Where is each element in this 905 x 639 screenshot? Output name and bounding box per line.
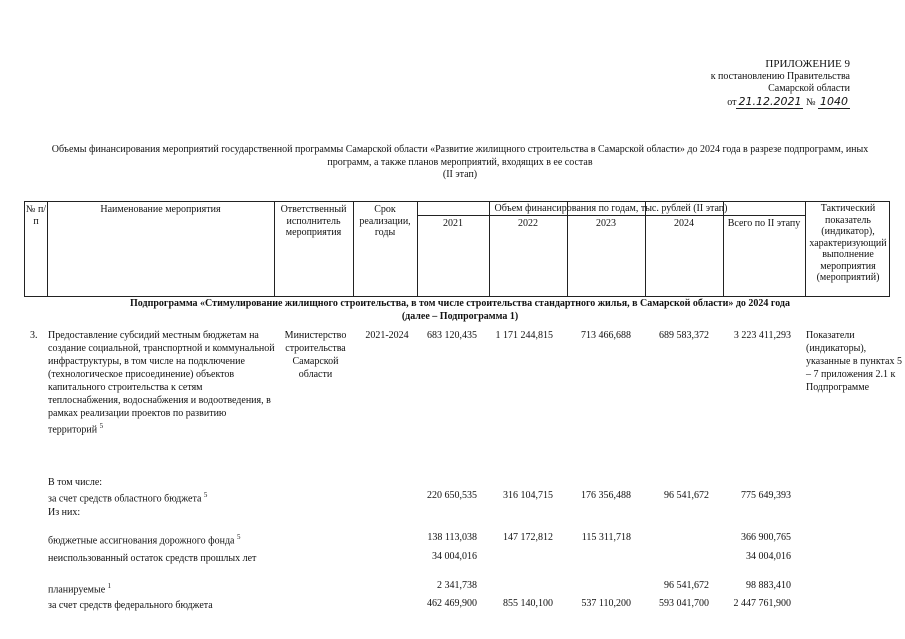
value-2024: 689 583,372 <box>659 330 709 341</box>
col-divider <box>723 202 724 296</box>
value-2022: 855 140,100 <box>503 598 553 609</box>
value-total: 366 900,765 <box>741 532 791 543</box>
value-2023: 713 466,688 <box>581 330 631 341</box>
value-2022: 316 104,715 <box>503 490 553 501</box>
header-indicator: Тактический показатель (индикатор), характеризующий выполнение мероприятия (мероприятий) <box>809 203 887 283</box>
appendix-date-line <box>711 96 850 110</box>
appendix-line3: Самарской области <box>768 83 850 94</box>
value-total: 2 447 761,900 <box>733 598 791 609</box>
value-2021: 220 650,535 <box>427 490 477 501</box>
value-2024: 96 541,672 <box>664 580 709 591</box>
header-num: № п/п <box>25 204 47 227</box>
row-executor: Министерство строительства Самарской области <box>284 330 347 380</box>
value-2021: 34 004,016 <box>432 551 477 562</box>
col-divider <box>489 202 490 296</box>
value-total: 98 883,410 <box>746 580 791 591</box>
header-2021: 2021 <box>443 218 463 229</box>
value-2022: 147 172,812 <box>503 532 553 543</box>
regional-label: за счет средств областного бюджета $^5$ <box>48 491 208 505</box>
subprogram-line1: Подпрограмма «Стимулирование жилищного строительства, в том числе строительства стандартного жилья, в Самарской области» до 2024 года <box>130 298 790 309</box>
row-term: 2021-2024 <box>365 330 409 341</box>
planned-label: планируемые $^1$ <box>48 582 112 596</box>
title-line1: Объемы финансирования мероприятий государственной программы Самарской области «Развитие жилищного строительства в Самарской области» до 2024 года в разрезе подпрограмм, иных <box>51 144 869 155</box>
row-num: 3. <box>30 330 38 341</box>
value-2023: 115 311,718 <box>581 532 631 543</box>
value-2023: 176 356,488 <box>581 490 631 501</box>
header-funding: Объем финансирования по годам, тыс. рублей (II этап) <box>494 203 728 214</box>
col-divider <box>417 202 418 296</box>
header-executor: Ответственный исполнитель мероприятия <box>280 204 347 238</box>
row-divider <box>417 215 805 216</box>
header-total: Всего по II этапу <box>727 218 801 229</box>
value-2021: 138 113,038 <box>427 532 477 543</box>
table-header <box>24 201 890 297</box>
header-2023: 2023 <box>596 218 616 229</box>
header-2022: 2022 <box>518 218 538 229</box>
col-divider <box>47 202 48 296</box>
value-2021: 683 120,435 <box>427 330 477 341</box>
value-total: 3 223 411,293 <box>733 330 791 341</box>
col-divider <box>805 202 806 296</box>
value-2021: 462 469,900 <box>427 598 477 609</box>
value-total: 34 004,016 <box>746 551 791 562</box>
header-name: Наименование мероприятия <box>100 204 221 215</box>
subprogram-line2: (далее – Подпрограмма 1) <box>401 311 519 322</box>
value-2023: 537 110,200 <box>581 598 631 609</box>
row-name: Предоставление субсидий местным бюджетам на создание социальной, транспортной и коммунальной инфраструктуры, в том числе на подключение (технологическое присоединение) объектов капитального строительства к сетям теплоснабжения, водоснабжения и водоотведения, в рамках реализации проектов по развитию территорий $^5$ <box>48 330 275 436</box>
subprogram-heading <box>60 297 860 323</box>
date-prefix: от <box>727 96 737 108</box>
col-divider <box>645 202 646 296</box>
title-line2: программ, а также планов мероприятий, входящих в ее состав <box>327 156 593 168</box>
value-2024: 593 041,700 <box>659 598 709 609</box>
header-2024: 2024 <box>674 218 694 229</box>
row-indicator: Показатели (индикаторы), указанные в пунктах 5 – 7 приложения 2.1 к Подпрограмме <box>806 330 902 393</box>
value-2024: 96 541,672 <box>664 490 709 501</box>
road-fund-label: бюджетные ассигнования дорожного фонда $^5$ <box>48 533 241 547</box>
unused-label: неиспользованный остаток средств прошлых лет <box>48 553 257 564</box>
of-which-label: Из них: <box>48 507 81 518</box>
value-total: 775 649,393 <box>741 490 791 501</box>
header-term: Срок реализации, годы <box>359 204 411 238</box>
handwritten-number: 1040 <box>820 94 848 108</box>
incl-label: В том числе: <box>48 477 103 488</box>
federal-label: за счет средств федерального бюджета <box>48 600 213 611</box>
appendix-line2: к постановлению Правительства <box>710 70 850 82</box>
value-2022: 1 171 244,815 <box>495 330 553 341</box>
col-divider <box>567 202 568 296</box>
appendix-header <box>711 58 850 109</box>
title-line3: (II этап) <box>442 169 478 180</box>
document-title <box>20 144 900 182</box>
value-2021: 2 341,738 <box>437 580 477 591</box>
handwritten-date: 21.12.2021 <box>738 94 802 108</box>
appendix-title: ПРИЛОЖЕНИЕ 9 <box>765 58 850 70</box>
number-prefix: № <box>805 96 816 108</box>
